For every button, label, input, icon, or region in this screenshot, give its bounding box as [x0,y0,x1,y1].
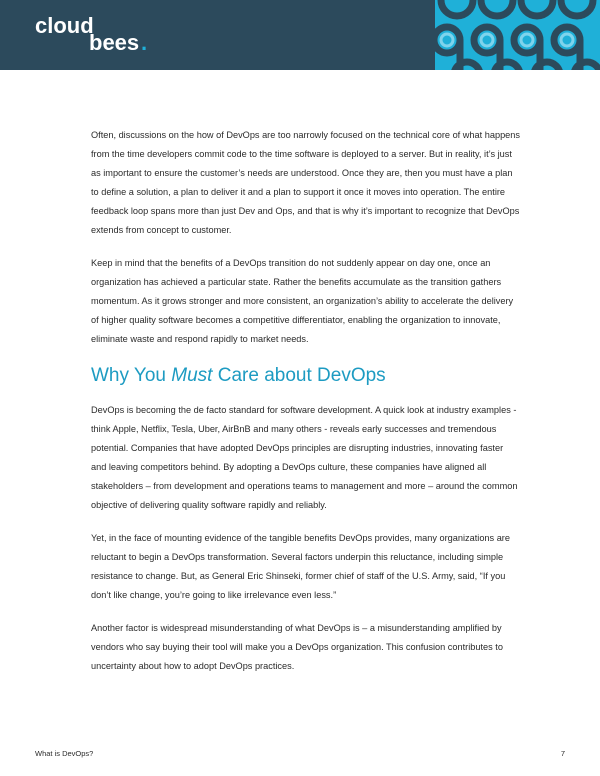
logo-text-bottom: bees [89,30,140,54]
intro-paragraph-1: Often, discussions on the how of DevOps are too narrowly focused on the technical core of what happens from the time developers commit code to the time software is deployed to a server. But in reality, it’s just as important to ensure the customer’s needs are understood. Once they are, then you must have a plan to define a solution, a plan to deliver it and a plan to support it once it moves into operation. The entire feedback loop spans more than just Dev and Ops, and that is why it’s important to recognize that DevOps extends from concept to customer. [91,130,520,235]
page-number: 7 [560,749,565,758]
intro-paragraph-2: Keep in mind that the benefits of a DevOps transition do not suddenly appear on day one, once an organization has achieved a particular state. Rather the benefits accumulate as the transition gathers momentum. As it grows stronger and more consistent, an organization’s ability to accelerate the delivery of higher quality software becomes a competitive differentiator, enabling the organization to innovate, eliminate waste and respond rapidly to market needs. [91,258,514,344]
header-pattern [435,0,600,70]
cloudbees-logo [35,14,175,54]
section-heading [91,363,521,389]
section-paragraph-2: Yet, in the face of mounting evidence of the tangible benefits DevOps provides, many organizations are reluctant to begin a DevOps transformation. Several factors underpin this reluctance, including simple resistance to change. But, as General Eric Shinseki, former chief of staff of the U.S. Army, said, “If you don’t like change, you’re going to like irrelevance even less.” [91,533,510,600]
heading-text-before: Why You [91,365,172,386]
section-paragraph-1: DevOps is becoming the de facto standard for software development. A quick look at industry examples - think Apple, Netflix, Tesla, Uber, AirBnB and many others - reveals early successes and tremendous potential. Companies that have adopted DevOps principles are disrupting industries, innovating faster and leaving competitors behind. By adopting a DevOps culture, these companies have aligned all stakeholders – from development and operations teams to management and more – around the common objective of delivering quality software rapidly and reliably. [91,405,518,510]
footer-title: What is DevOps? [35,749,94,758]
logo-mark: . [141,30,148,54]
section-paragraph-3: Another factor is widespread misunderstanding of what DevOps is – a misunderstanding amplified by vendors who say buying their tool will make you a DevOps organization. This confusion contributes to uncertainty about how to adopt DevOps practices. [91,623,503,671]
body-content [91,126,521,690]
logo-text-top: cloud [35,14,94,38]
page-header [0,0,600,70]
heading-emphasis: Must [171,365,213,386]
heading-text-after: Care about DevOps [212,365,386,386]
